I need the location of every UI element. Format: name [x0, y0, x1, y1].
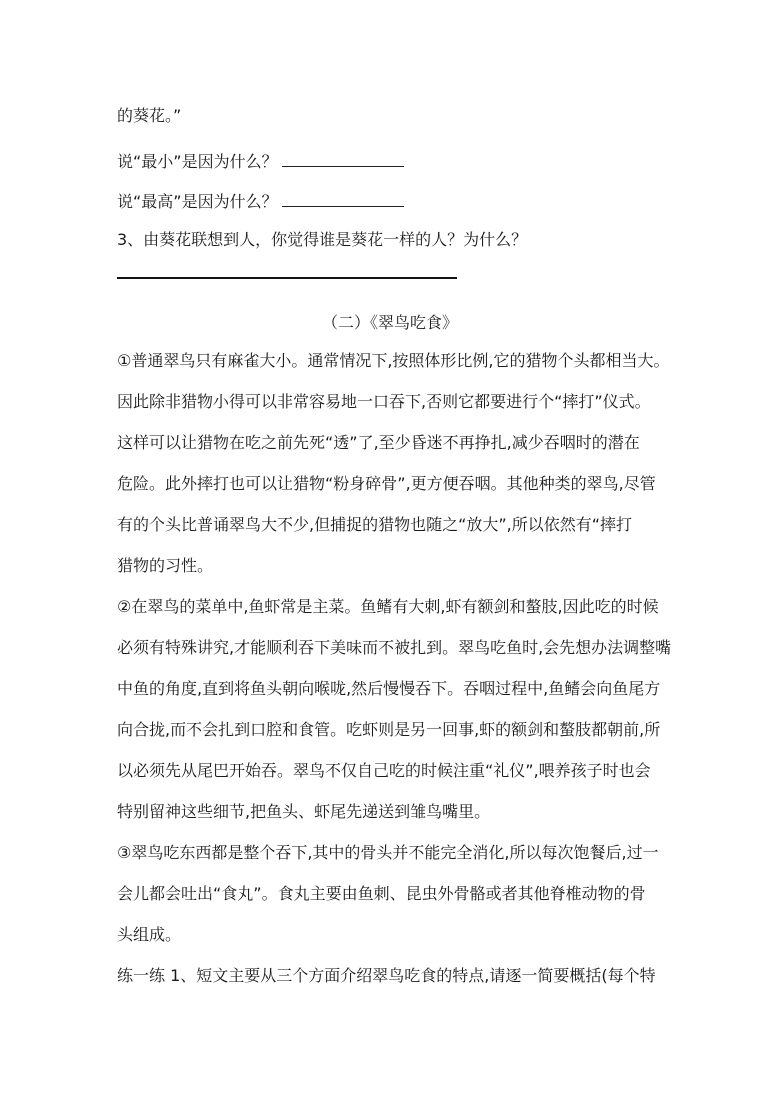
- section-title: （二）《翠鸟吃食》: [321, 313, 458, 332]
- paragraph-line: 头组成。: [117, 925, 182, 944]
- exercise-line: 练一练 1、短文主要从三个方面介绍翠鸟吃食的特点,请逐一简要概括(每个特: [117, 966, 656, 985]
- paragraph-line: 中鱼的角度,直到将鱼头朝向喉咙,然后慢慢吞下。吞咽过程中,鱼鳍会向鱼尾方: [117, 679, 661, 698]
- paragraph-line: 猎物的习性。: [117, 556, 214, 575]
- paragraph-line: 有的个头比普诵翠鸟大不少,但捕捉的猎物也随之“放大”,所以依然有“摔打: [117, 515, 633, 534]
- paragraph-line: 以必须先从尾巴开始吞。翠鸟不仅自己吃的时候注重“礼仪”,喂养孩子时也会: [117, 761, 651, 780]
- paragraph-line: 必须有特殊讲究,才能顺利吞下美味而不被扎到。翠鸟吃鱼时,会先想办法调整嘴: [117, 638, 672, 657]
- paragraph-line: 危险。此外摔打也可以让猎物“粉身碎骨”,更方便吞咽。其他种类的翠鸟,尽管: [117, 474, 656, 493]
- question-3: 3、由葵花联想到人，你觉得谁是葵花一样的人？为什么？: [117, 230, 528, 249]
- paragraph-line: ②在翠鸟的菜单中,鱼虾常是主菜。鱼鳍有大刺,虾有额剑和螯肢,因此吃的时候: [117, 597, 659, 616]
- answer-line[interactable]: [117, 277, 457, 279]
- answer-blank[interactable]: [282, 150, 404, 167]
- question-text: 说“最小”是因为什么？: [117, 152, 278, 171]
- paragraph-line: 向合拢,而不会扎到口腔和食管。吃虾则是另一回事,虾的额剑和螯肢都朝前,所: [117, 720, 661, 739]
- question-smallest: [117, 150, 404, 172]
- text-line: 的葵花。”: [117, 106, 182, 125]
- question-text: 说“最高”是因为什么？: [117, 192, 278, 211]
- paragraph-line: 特别留神这些细节,把鱼头、虾尾先递送到雏鸟嘴里。: [117, 802, 491, 821]
- paragraph-line: 因此除非猎物小得可以非常容易地一口吞下,否则它都要进行个“摔打”仪式。: [117, 392, 651, 411]
- paragraph-line: ①普通翠鸟只有麻雀大小。通常情况下,按照体形比例,它的猎物个头都相当大。: [117, 351, 670, 370]
- paragraph-line: 这样可以让猎物在吃之前先死“透”了,至少昏迷不再挣扎,减少吞咽时的潜在: [117, 433, 640, 452]
- answer-blank[interactable]: [282, 190, 404, 207]
- paragraph-line: 会儿都会吐出“食丸”。食丸主要由鱼刺、昆虫外骨骼或者其他脊椎动物的骨: [117, 884, 646, 903]
- question-highest: [117, 190, 404, 212]
- paragraph-line: ③翠鸟吃东西都是整个吞下,其中的骨头并不能完全消化,所以每次饱餐后,过一: [117, 843, 659, 862]
